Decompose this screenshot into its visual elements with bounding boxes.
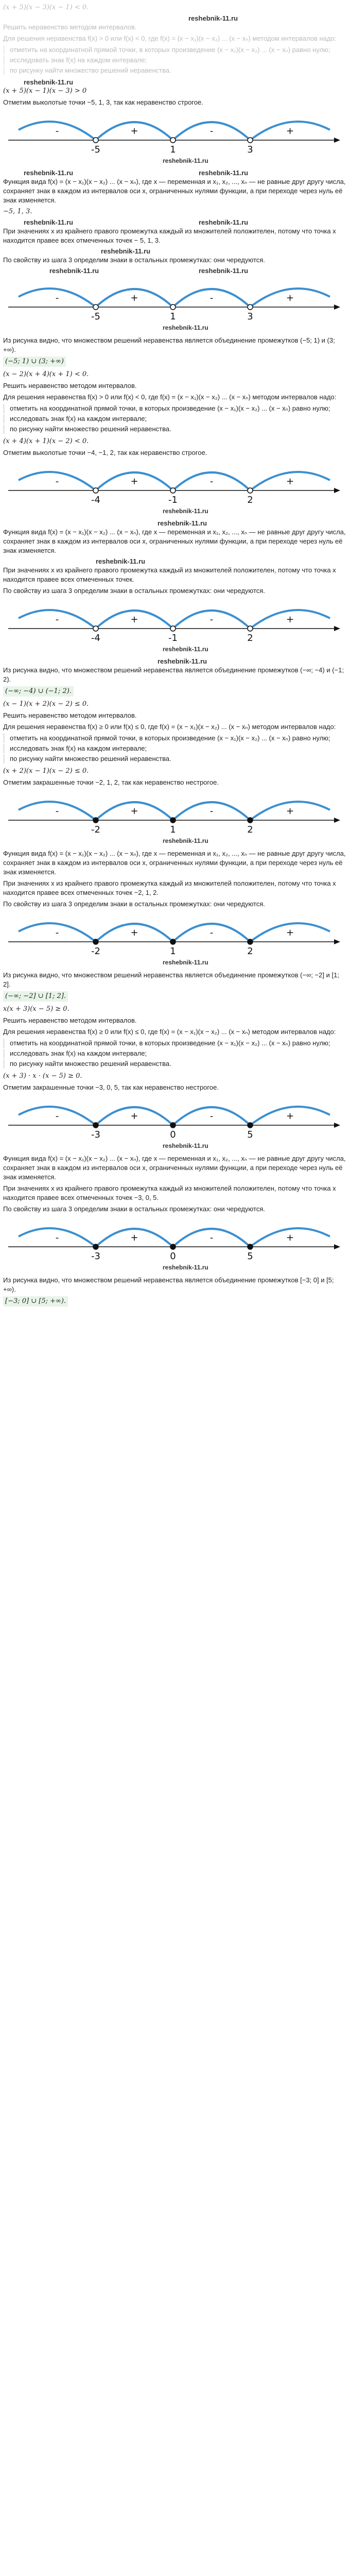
number-line-2 (3, 276, 347, 333)
step-item: отметить на координатной прямой точки, в которых произведение (x − x₁)(x − x₂) ... (x − xₙ) равно нулю; (3, 734, 347, 743)
point-label: -4 (91, 633, 100, 643)
interval-sign: - (209, 806, 214, 817)
point-marker (248, 488, 253, 493)
interval-sign: + (286, 614, 294, 625)
step-item: отметить на координатной прямой точки, в которых произведение (x − x₁)(x − x₂) ... (x − xₙ) равно нулю; (3, 1039, 347, 1048)
marked-points-text: Отметим выколотые точки −5, 1, 3, так как неравенство строгое. (3, 98, 203, 106)
alternation-text: По свойству из шага 3 определим знаки в остальных промежутках: они чередуются. (3, 1205, 265, 1213)
watermark: reshebnik-11.ru (24, 78, 74, 86)
interval-sign: + (286, 476, 294, 487)
property-text: Функция вида f(x) = (x − x₁)(x − x₂) ... (x − xₙ), где x — переменная и x₁, x₂, ..., xₙ — не равные друг другу числа, сохраняет знак в каждом из интервалов оси x, ограниченных нулями функции, а при переходе через нуль её знак изменяется. (3, 850, 346, 876)
property-text: Функция вида f(x) = (x − x₁)(x − x₂) ... (x − xₙ), где x — переменная и x₁, x₂, ..., xₙ — не равные друг другу числа, сохраняет знак в каждом из интервалов оси x, ограниченных нулями функции, а при переходе через нуль её знак изменяется. (3, 178, 346, 204)
rightmost-text: При значениях x из крайнего правого промежутка каждый из множителей положителен, потому что точка x находится правее всех отмеченных точек −3, 0, 5. (3, 1184, 336, 1201)
step-item: по рисунку найти множество решений неравенства. (3, 754, 347, 764)
interval-sign: + (286, 1111, 294, 1122)
interval-sign: - (209, 126, 214, 137)
alternation-text: По свойству из шага 3 определим знаки в остальных промежутках: они чередуются. (3, 256, 265, 264)
interval-sign: + (130, 614, 138, 625)
axis-arrow (334, 818, 340, 823)
interval-sign: + (130, 126, 138, 137)
number-line-graphic (8, 122, 340, 164)
interval-sign: - (209, 1111, 214, 1122)
problem-title: (x − 2)(x + 4)(x + 1) < 0. (3, 370, 89, 378)
method-text: Решить неравенство методом интервалов. (3, 1016, 137, 1024)
watermark: reshebnik-11.ru (24, 218, 74, 226)
number-line-svg (3, 911, 347, 968)
axis-arrow (334, 1123, 340, 1128)
interval-sign: - (55, 1111, 59, 1122)
point-label: 1 (170, 824, 176, 835)
section-2 (3, 370, 347, 697)
number-line-8 (3, 1216, 347, 1273)
interval-sign: - (55, 806, 59, 817)
point-label: 3 (247, 144, 253, 155)
axis-arrow (334, 304, 340, 310)
point-marker (248, 1244, 253, 1249)
number-line-graphic (8, 289, 340, 331)
inequality: (x + 3) · x · (x − 5) ≥ 0. (3, 1072, 82, 1080)
number-line-graphic (8, 923, 340, 966)
number-line-svg (3, 109, 347, 166)
step-item: отметить на координатной прямой точки, в которых произведение (x − x₁)(x − x₂) ... (x − xₙ) равно нулю; (3, 45, 347, 55)
watermark: reshebnik-11.ru (163, 324, 208, 331)
interval-sign: - (55, 476, 59, 487)
step-item: по рисунку найти множество решений неравенства. (3, 66, 347, 75)
result-text: Из рисунка видно, что множеством решений неравенства является объединение промежутков (−5; 1) и (3; +∞). (3, 336, 335, 353)
watermark: reshebnik-11.ru (157, 657, 207, 665)
point-marker (248, 818, 253, 823)
axis-arrow (334, 138, 340, 143)
rightmost-text: При значениях x из крайнего правого промежутка каждый из множителей положителен, потому что точка x находится правее всех отмеченных точек −2, 1, 2. (3, 879, 336, 896)
number-line-6 (3, 911, 347, 968)
alternation-text: По свойству из шага 3 определим знаки в остальных промежутках: они чередуются. (3, 900, 265, 908)
rule-text: Для решения неравенства f(x) ≥ 0 или f(x) ≤ 0, где f(x) = (x − x₁)(x − x₂) ... (x − xₙ) методом интервалов надо: (3, 723, 336, 731)
rule-text: Для решения неравенства f(x) > 0 или f(x) < 0, где f(x) = (x − x₁)(x − x₂) ... (x − xₙ) методом интервалов надо: (3, 35, 337, 42)
rightmost-text: При значениях x из крайнего правого промежутка каждый из множителей положителен, потому что точка x находится правее всех отмеченных точек − 5, 1, 3. (3, 227, 336, 244)
problem-title: (x + 5)(x − 3)(x − 1) < 0. (3, 4, 89, 11)
point-marker (170, 304, 176, 310)
interval-sign: + (286, 293, 294, 303)
point-label: 5 (247, 1129, 253, 1140)
answer: (−∞; −4) ∪ (−1; 2). (3, 686, 74, 697)
problem-title: x(x + 3)(x − 5) ≥ 0. (3, 1005, 69, 1013)
number-line-svg (3, 460, 347, 516)
step-item: исследовать знак f(x) на каждом интервале; (3, 744, 347, 753)
number-line-graphic (8, 1228, 340, 1271)
interval-sign: - (55, 1232, 59, 1243)
section-4 (3, 1005, 347, 1307)
interval-sign: + (130, 476, 138, 487)
steps-list (3, 1039, 347, 1069)
point-marker (93, 138, 98, 143)
point-label: -1 (168, 633, 178, 643)
watermark: reshebnik-11.ru (163, 1264, 208, 1271)
section-3 (3, 700, 347, 1002)
number-line-3 (3, 460, 347, 516)
interval-sign: + (130, 927, 138, 938)
number-line-svg (3, 1216, 347, 1273)
step-item: исследовать знак f(x) на каждом интервале; (3, 56, 347, 65)
point-label: 1 (170, 144, 176, 155)
step-item: исследовать знак f(x) на каждом интервале; (3, 1049, 347, 1058)
marked-points-text: Отметим закрашенные точки −3, 0, 5, так как неравенство нестрогое. (3, 1083, 219, 1091)
watermark: reshebnik-11.ru (101, 247, 151, 255)
watermark: reshebnik-11.ru (163, 837, 208, 844)
number-line-7 (3, 1094, 347, 1151)
interval-sign: - (209, 476, 214, 487)
number-line-svg (3, 1094, 347, 1151)
axis-arrow (334, 488, 340, 493)
number-line-graphic (8, 472, 340, 515)
property-text: Функция вида f(x) = (x − x₁)(x − x₂) ... (x − xₙ), где x — переменная и x₁, x₂, ..., xₙ — не равные друг другу числа, сохраняет знак в каждом из интервалов оси x, ограниченных нулями функции, а при переходе через нуль её знак изменяется. (3, 528, 346, 554)
step-item: по рисунку найти множество решений неравенства. (3, 425, 347, 434)
point-marker (170, 626, 176, 631)
point-marker (93, 1123, 98, 1128)
point-label: 0 (170, 1251, 176, 1262)
result-text: Из рисунка видно, что множеством решений неравенства является объединение промежутков (−∞; −2] и [1; 2]. (3, 971, 339, 988)
point-label: -3 (91, 1129, 100, 1140)
number-line-1 (3, 109, 347, 166)
interval-sign: + (130, 293, 138, 303)
method-text: Решить неравенство методом интервалов. (3, 382, 137, 389)
inequality: (x + 5)(x − 1)(x − 3) > 0 (3, 87, 87, 95)
inequality: (x + 2)(x − 1)(x − 2) ≤ 0. (3, 767, 89, 775)
interval-sign: + (286, 806, 294, 817)
watermark: reshebnik-11.ru (163, 507, 208, 515)
point-label: 2 (247, 946, 253, 957)
watermark: reshebnik-11.ru (199, 218, 249, 226)
steps-list (3, 45, 347, 75)
watermark: reshebnik-11.ru (199, 267, 249, 275)
point-label: -3 (91, 1251, 100, 1262)
interval-sign: - (55, 126, 59, 137)
interval-sign: - (55, 614, 59, 625)
problem-title: (x − 1)(x + 2)(x − 2) ≤ 0. (3, 700, 89, 708)
answer: (−5; 1) ∪ (3; +∞) (3, 357, 66, 367)
number-line-graphic (8, 610, 340, 653)
inequality: (x + 4)(x + 1)(x − 2) < 0. (3, 437, 89, 445)
section-1 (3, 3, 347, 166)
point-marker (170, 939, 176, 944)
method-text: Решить неравенство методом интервалов. (3, 711, 137, 719)
point-marker (93, 304, 98, 310)
interval-sign: + (286, 126, 294, 137)
point-marker (170, 818, 176, 823)
point-marker (93, 1244, 98, 1249)
interval-sign: + (130, 1111, 138, 1122)
point-marker (248, 304, 253, 310)
interval-sign: - (209, 1232, 214, 1243)
point-label: 5 (247, 1251, 253, 1262)
point-label: -5 (91, 311, 100, 322)
watermark: reshebnik-11.ru (199, 169, 249, 177)
axis-arrow (334, 626, 340, 631)
answer: (−∞; −2] ∪ [1; 2]. (3, 991, 68, 1002)
point-label: 1 (170, 311, 176, 322)
point-label: 0 (170, 1129, 176, 1140)
point-marker (93, 488, 98, 493)
watermark: reshebnik-11.ru (49, 267, 99, 275)
watermark: reshebnik-11.ru (24, 169, 74, 177)
point-label: -2 (91, 824, 100, 835)
interval-sign: - (209, 927, 214, 938)
point-label: -4 (91, 495, 100, 505)
point-marker (170, 488, 176, 493)
point-label: 2 (247, 495, 253, 505)
point-marker (170, 1244, 176, 1249)
marked-points-text: Отметим выколотые точки −4, −1, 2, так как неравенство строгое. (3, 449, 207, 456)
marked-points-text: Отметим закрашенные точки −2, 1, 2, так как неравенство нестрогое. (3, 778, 219, 786)
point-marker (170, 1123, 176, 1128)
point-marker (248, 626, 253, 631)
watermark: reshebnik-11.ru (96, 557, 146, 565)
watermark: reshebnik-11.ru (163, 646, 208, 653)
watermark: reshebnik-11.ru (163, 1142, 208, 1149)
watermark: reshebnik-11.ru (188, 14, 238, 22)
number-line-5 (3, 789, 347, 846)
number-line-svg (3, 598, 347, 654)
interval-sign: - (209, 293, 214, 303)
number-line-svg (3, 276, 347, 333)
points-text: −5, 1, 3. (3, 208, 32, 215)
answer: [−3; 0] ∪ [5; +∞). (3, 1296, 68, 1307)
interval-sign: + (130, 1232, 138, 1243)
point-label: 3 (247, 311, 253, 322)
rightmost-text: При значениях x из крайнего правого промежутка каждый из множителей положителен, потому что точка x находится правее всех отмеченных точек. (3, 566, 336, 583)
axis-arrow (334, 1244, 340, 1249)
method-text: Решить неравенство методом интервалов. (3, 23, 137, 31)
rule-text: Для решения неравенства f(x) ≥ 0 или f(x) ≤ 0, где f(x) = (x − x₁)(x − x₂) ... (x − xₙ) методом интервалов надо: (3, 1028, 336, 1036)
point-marker (93, 818, 98, 823)
number-line-graphic (8, 1107, 340, 1149)
point-marker (248, 939, 253, 944)
result-text: Из рисунка видно, что множеством решений неравенства является объединение промежутков (−∞; −4) и (−1; 2). (3, 666, 344, 683)
interval-sign: - (55, 293, 59, 303)
axis-arrow (334, 939, 340, 944)
point-label: 2 (247, 824, 253, 835)
number-line-graphic (8, 802, 340, 844)
point-marker (93, 626, 98, 631)
property-text: Функция вида f(x) = (x − x₁)(x − x₂) ... (x − xₙ), где x — переменная и x₁, x₂, ..., xₙ — не равные друг другу числа, сохраняет знак в каждом из интервалов оси x, ограниченных нулями функции, а при переходе через нуль её знак изменяется. (3, 1155, 346, 1181)
number-line-4 (3, 598, 347, 654)
interval-sign: + (286, 927, 294, 938)
step-item: отметить на координатной прямой точки, в которых произведение (x − x₁)(x − x₂) ... (x − xₙ) равно нулю; (3, 404, 347, 413)
rule-text: Для решения неравенства f(x) > 0 или f(x) < 0, где f(x) = (x − x₁)(x − x₂) ... (x − xₙ) методом интервалов надо: (3, 393, 337, 401)
steps-list (3, 404, 347, 434)
interval-sign: + (130, 806, 138, 817)
explanation-1 (3, 169, 347, 367)
point-marker (93, 939, 98, 944)
point-marker (170, 138, 176, 143)
interval-sign: - (209, 614, 214, 625)
steps-list (3, 734, 347, 764)
point-label: 1 (170, 946, 176, 957)
point-marker (248, 138, 253, 143)
alternation-text: По свойству из шага 3 определим знаки в остальных промежутках: они чередуются. (3, 587, 265, 595)
point-label: -5 (91, 144, 100, 155)
point-marker (248, 1123, 253, 1128)
interval-sign: + (286, 1232, 294, 1243)
step-item: по рисунку найти множество решений неравенства. (3, 1059, 347, 1069)
watermark: reshebnik-11.ru (163, 157, 208, 164)
point-label: -2 (91, 946, 100, 957)
result-text: Из рисунка видно, что множеством решений неравенства является объединение промежутков [−3; 0] и [5; +∞). (3, 1276, 334, 1293)
point-label: -1 (168, 495, 178, 505)
step-item: исследовать знак f(x) на каждом интервале; (3, 414, 347, 423)
point-label: 2 (247, 633, 253, 643)
watermark: reshebnik-11.ru (163, 959, 208, 966)
number-line-svg (3, 789, 347, 846)
watermark: reshebnik-11.ru (157, 519, 207, 527)
interval-sign: - (55, 927, 59, 938)
